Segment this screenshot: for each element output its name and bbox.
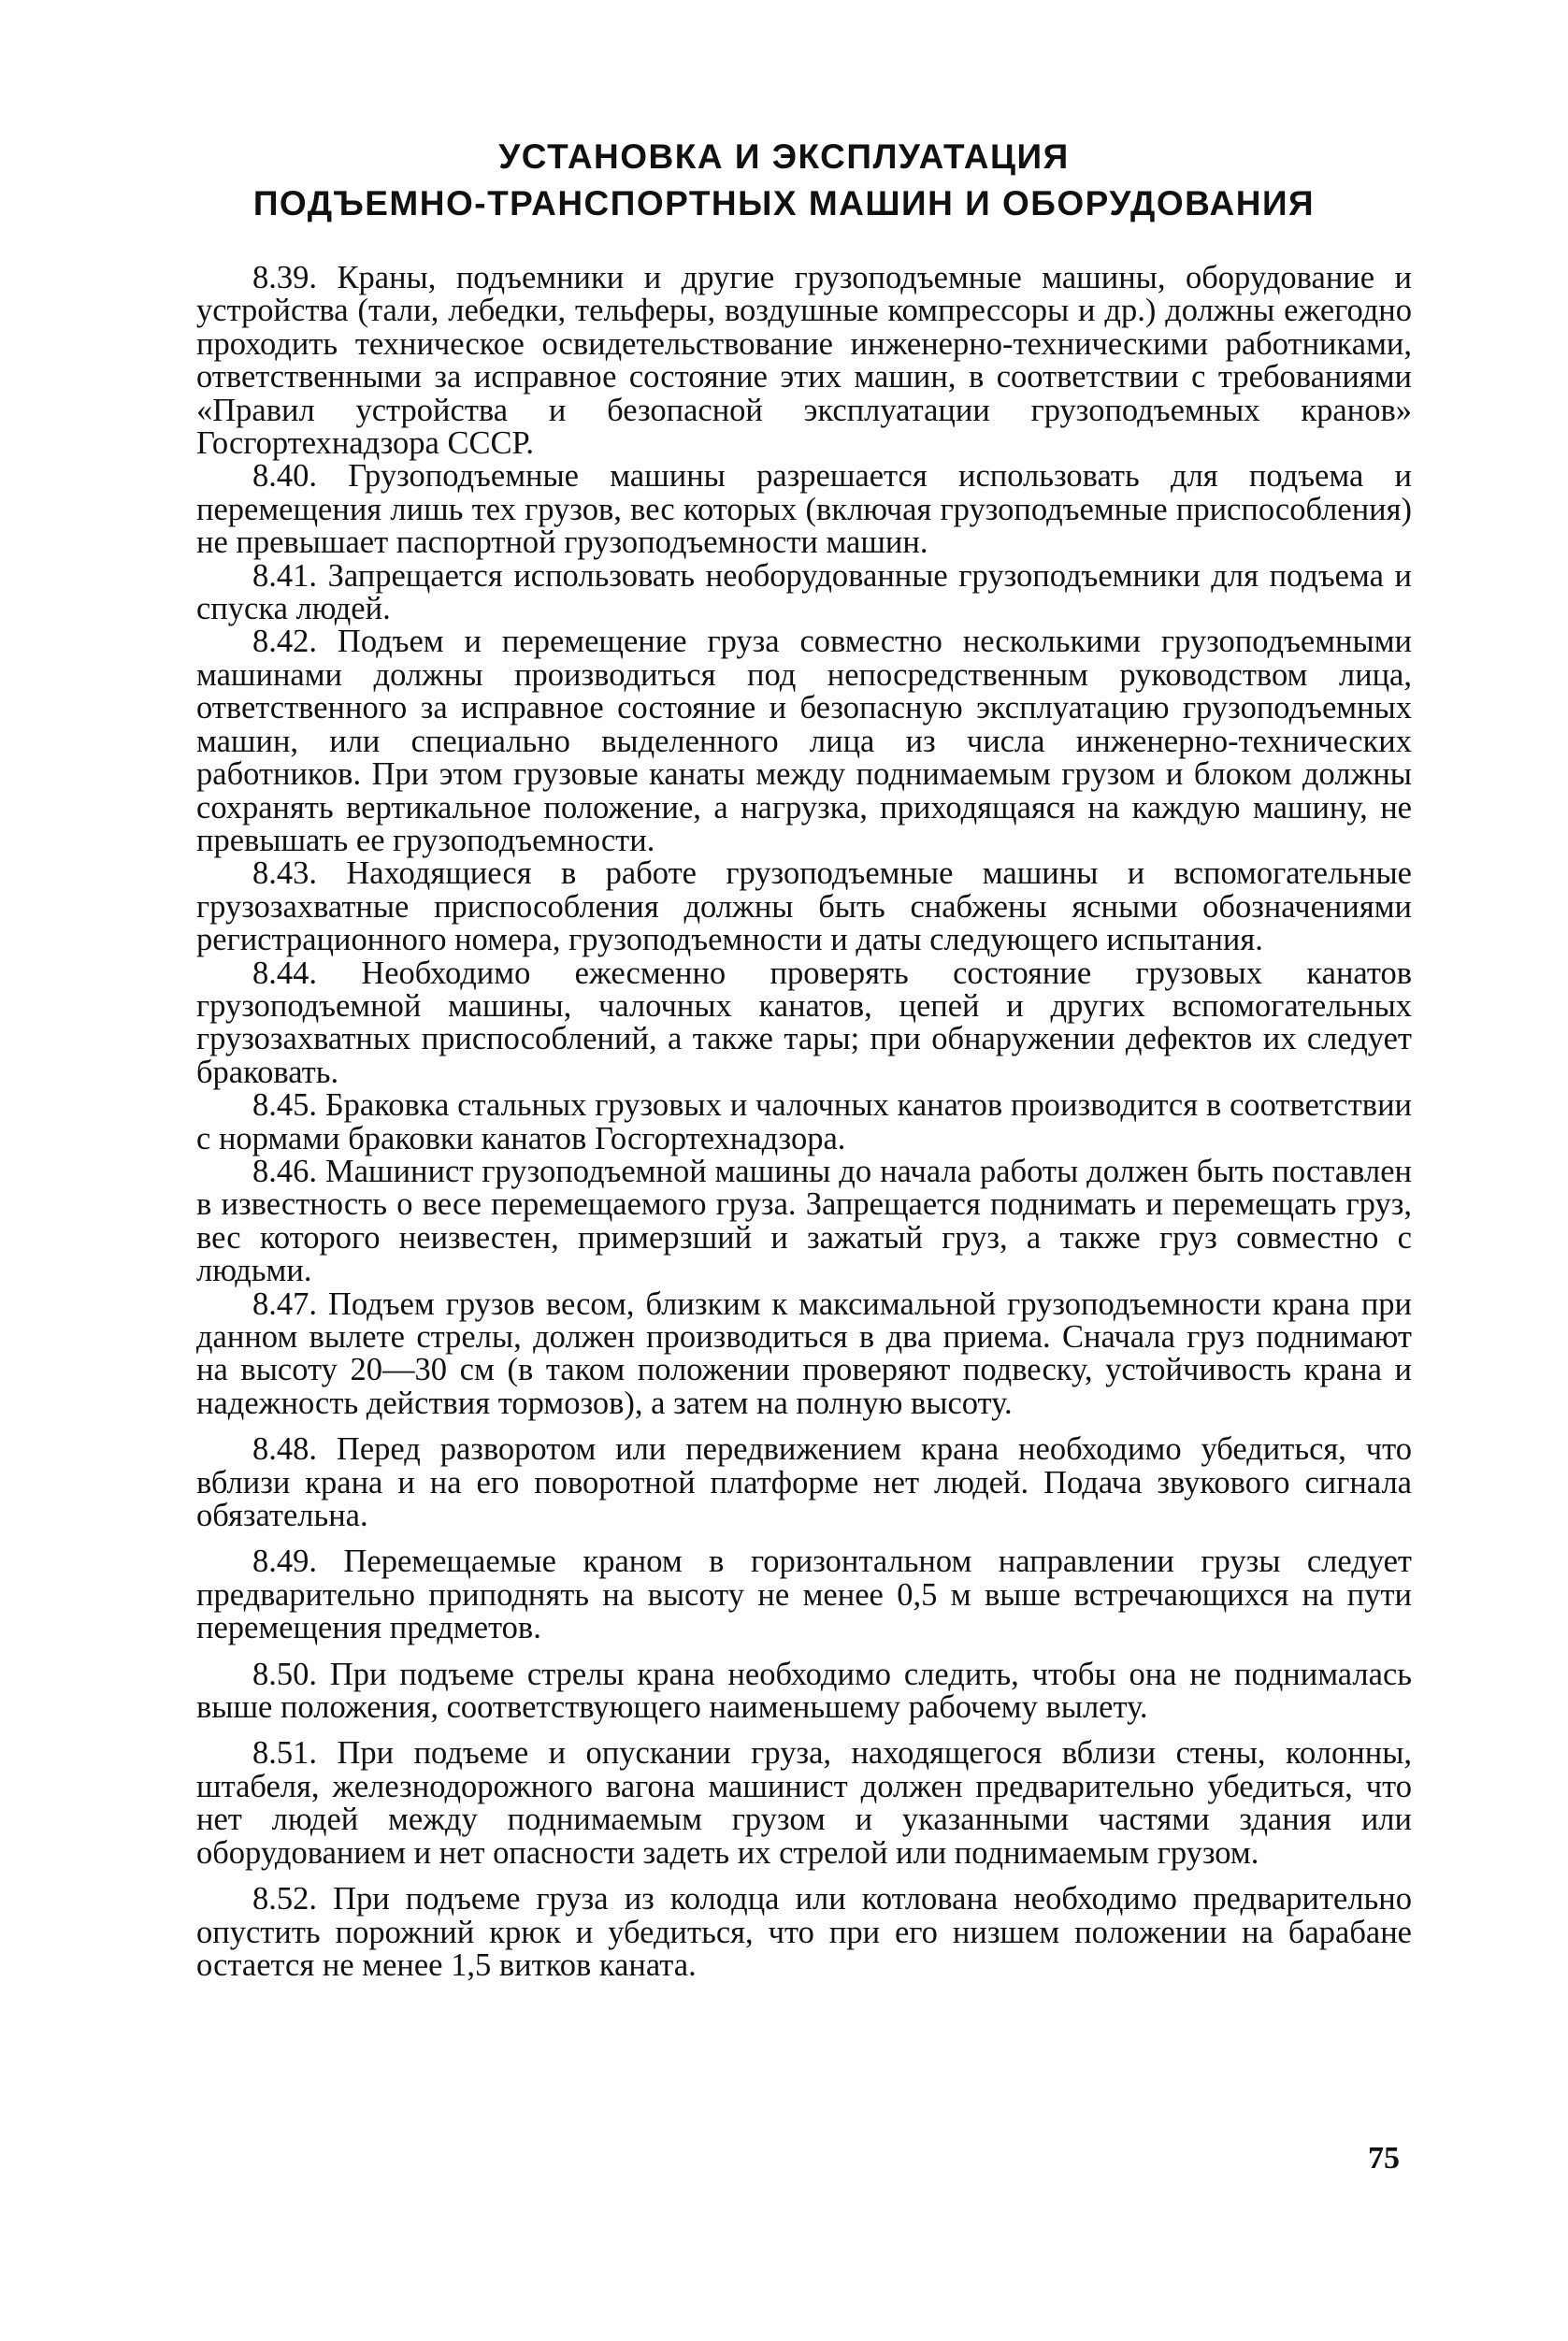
paragraph-text: Запрещается использовать необорудованные грузоподъемники для подъема и спуска людей. xyxy=(196,557,1413,627)
paragraph-number: 8.47. xyxy=(252,1285,317,1322)
paragraph-8-39 xyxy=(196,262,1412,460)
paragraph-number: 8.41. xyxy=(252,557,317,594)
paragraph-number: 8.48. xyxy=(252,1431,317,1468)
paragraph-number: 8.40. xyxy=(252,458,317,495)
paragraph-text: Грузоподъемные машины разрешается использовать для подъема и перемещения лишь тех грузов, вес которых (включая грузоподъемные приспособления) не превышает паспортной грузоподъемности машин. xyxy=(196,458,1412,561)
paragraph-text: Подъем грузов весом, близким к максимальной грузоподъемности крана при данном вылете стрелы, должен производиться в два приема. Сначала груз поднимают на высоту 20—30 см (в таком положении проверяют подвеску, устойчивость крана и надежность действия тормозов), а затем на полную высоту. xyxy=(196,1285,1412,1421)
paragraph-text: Машинист грузоподъемной машины до начала работы должен быть поставлен в известность о весе перемещаемого груза. Запрещается поднимать и перемещать груз, вес которого неизвестен, примерзший и зажатый груз, а также груз совместно с людьми. xyxy=(196,1153,1412,1289)
paragraph-number: 8.44. xyxy=(252,955,317,991)
paragraph-8-40 xyxy=(196,460,1412,559)
paragraph-text: При подъеме стрелы крана необходимо следить, чтобы она не поднималась выше положения, соответствующего наименьшему рабочему вылету. xyxy=(196,1656,1412,1726)
paragraph-8-49 xyxy=(196,1545,1412,1644)
paragraph-8-51 xyxy=(196,1737,1412,1870)
paragraph-text: Перед разворотом или передвижением крана необходимо убедиться, что вблизи крана и на его поворотной платформе нет людей. Подача звукового сигнала обязательна. xyxy=(196,1431,1413,1534)
paragraph-number: 8.52. xyxy=(252,1881,317,1917)
paragraph-text: Браковка стальных грузовых и чалочных канатов производится в соответствии с нормами браковки канатов Госгортехнадзора. xyxy=(196,1087,1413,1156)
page-number: 75 xyxy=(1368,2141,1400,2176)
paragraph-8-48 xyxy=(196,1433,1412,1532)
section-heading-line-1: УСТАНОВКА И ЭКСПЛУАТАЦИЯ xyxy=(498,137,1070,176)
body-text xyxy=(196,262,1412,1982)
paragraph-text: При подъеме груза из колодца или котлована необходимо предварительно опустить порожний крюк и убедиться, что при его низшем положении на барабане остается не менее 1,5 витков каната. xyxy=(196,1881,1412,1983)
section-heading-line-2: ПОДЪЕМНО-ТРАНСПОРТНЫХ МАШИН И ОБОРУДОВАНИЯ xyxy=(252,184,1316,223)
paragraph-text: Необходимо ежесменно проверять состояние грузовых канатов грузоподъемной машины, чалочных канатов, цепей и других вспомогательных грузозахватных приспособлений, а также тары; при обнаружении дефектов их следует браковать. xyxy=(196,955,1412,1090)
paragraph-8-43 xyxy=(196,857,1412,956)
paragraph-8-45 xyxy=(196,1089,1412,1156)
paragraph-8-52 xyxy=(196,1883,1412,1982)
paragraph-8-41 xyxy=(196,557,1413,627)
paragraph-8-47 xyxy=(196,1285,1412,1421)
paragraph-text: Краны, подъемники и другие грузоподъемные машины, оборудование и устройства (тали, лебедки, тельферы, воздушные компрессоры и др.) должны ежегодно проходить техническое освидетельствование инженерно-техническими работниками, ответственными за исправное состояние этих машин, в соответствии с требованиями «Правил устройства и безопасной эксплуатации грузоподъемных кранов» Госгортехнадзора СССР. xyxy=(196,260,1413,462)
paragraph-text: При подъеме и опускании груза, находящегося вблизи стены, колонны, штабеля, железнодорожного вагона машинист должен предварительно убедиться, что нет людей между поднимаемым грузом и указанными частями здания или оборудованием и нет опасности задеть их стрелой или поднимаемым грузом. xyxy=(196,1735,1413,1871)
paragraph-number: 8.51. xyxy=(252,1735,317,1772)
paragraph-number: 8.39. xyxy=(252,260,317,295)
paragraph-number: 8.50. xyxy=(252,1656,317,1692)
paragraph-text: Подъем и перемещение груза совместно несколькими грузоподъемными машинами должны производиться под непосредственным руководством лица, ответственного за исправное состояние и безопасную эксплуатацию грузоподъемных машин, или специально выделенного лица из числа инженерно-технических работников. При этом грузовые канаты между поднимаемым грузом и блоком должны сохранять вертикальное положение, а нагрузка, приходящаяся на каждую машину, не превышать ее грузоподъемности. xyxy=(196,624,1412,858)
paragraph-number: 8.43. xyxy=(252,855,317,892)
paragraph-8-46 xyxy=(196,1153,1412,1289)
paragraph-8-44 xyxy=(196,957,1412,1090)
paragraph-text: Находящиеся в работе грузоподъемные машины и вспомогательные грузозахватные приспособления должны быть снабжены ясными обозначениями регистрационного номера, грузоподъемности и даты следующего испытания. xyxy=(196,855,1412,958)
paragraph-number: 8.42. xyxy=(252,624,317,660)
paragraph-number: 8.45. xyxy=(252,1087,317,1124)
section-heading xyxy=(187,134,1381,227)
paragraph-8-50 xyxy=(196,1656,1412,1726)
paragraph-number: 8.46. xyxy=(252,1153,317,1189)
paragraph-text: Перемещаемые краном в горизонтальном направлении грузы следует предварительно приподнять на высоту не менее 0,5 м выше встречающихся на пути перемещения предметов. xyxy=(196,1544,1412,1646)
paragraph-8-42 xyxy=(196,625,1412,857)
paragraph-number: 8.49. xyxy=(252,1544,317,1580)
